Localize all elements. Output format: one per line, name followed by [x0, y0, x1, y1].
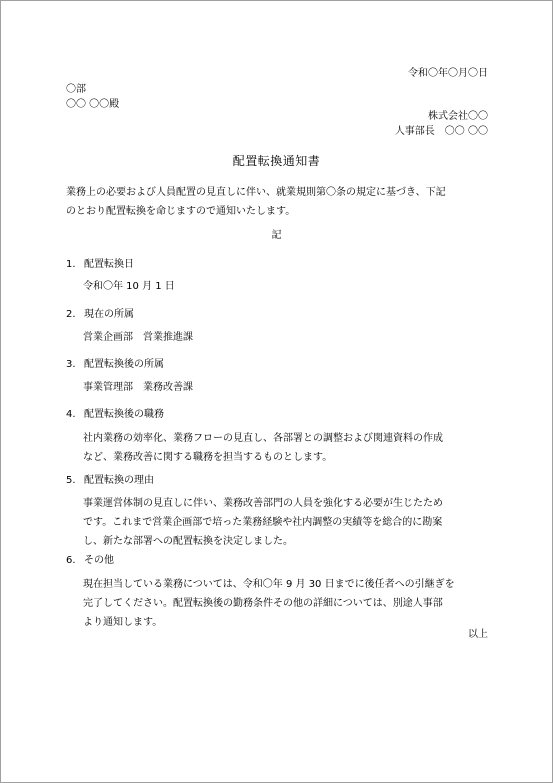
section-number: 2. [66, 309, 76, 320]
section-line: 事業管理部 業務改善課 [83, 382, 193, 393]
section-body [83, 378, 493, 397]
section-line: です。これまで営業企画部で培った業務経験や社内調整の実績等を総合的に勘案 [83, 517, 443, 528]
section-number: 3. [66, 359, 76, 370]
intro-line: のとおり配置転換を命じますので通知いたします。 [66, 206, 296, 217]
section-line: 事業運営体制の見直しに伴い、業務改善部門の人員を強化する必要が生じたため [83, 498, 443, 509]
section-line: 社内業務の効率化、業務フローの見直し、各部署との調整および関連資料の作成 [83, 433, 443, 444]
section-heading [66, 258, 134, 272]
ki-marker: 記 [271, 230, 282, 241]
section-number: 5. [66, 475, 76, 486]
section-title: 配置転換の理由 [84, 475, 154, 486]
section-title: 現在の所属 [84, 309, 134, 320]
section-body [83, 575, 493, 632]
section-number: 6. [66, 555, 76, 566]
section-line: 営業企画部 営業推進課 [83, 332, 193, 343]
section-heading [66, 474, 154, 488]
closing-ijou: 以上 [468, 629, 488, 640]
section-title: 配置転換後の所属 [84, 359, 164, 370]
section-heading [66, 554, 114, 568]
intro-line: 業務上の必要および人員配置の見直しに伴い、就業規則第〇条の規定に基づき、下記 [66, 187, 446, 198]
section-line: し、新たな部署への配置転換を決定しました。 [83, 536, 293, 547]
intro-paragraph [66, 183, 496, 221]
section-line: 現在担当している業務については、令和〇年 9 月 30 日までに後任者への引継ぎを [83, 579, 455, 590]
section-line: より通知します。 [83, 617, 163, 628]
section-body [83, 328, 493, 347]
document-title: 配置転換通知書 [232, 154, 321, 168]
section-line: 完了してください。配置転換後の勤務条件その他の詳細については、別途人事部 [83, 598, 443, 609]
section-heading [66, 408, 164, 422]
document-date: 令和〇年〇月〇日 [408, 68, 488, 79]
section-title: その他 [84, 555, 114, 566]
section-line: 令和〇年 10 月 1 日 [83, 281, 175, 292]
section-number: 1. [66, 259, 76, 270]
recipient-department: 〇部 [66, 84, 86, 95]
section-body [83, 277, 493, 296]
section-heading [66, 358, 164, 372]
section-number: 4. [66, 409, 76, 420]
section-title: 配置転換日 [84, 259, 134, 270]
sender-company: 株式会社〇〇 [428, 111, 488, 122]
section-line: など、業務改善に関する職務を担当するものとします。 [83, 452, 333, 463]
recipient-name: 〇〇 〇〇殿 [66, 99, 120, 110]
section-title: 配置転換後の職務 [84, 409, 164, 420]
section-body [83, 429, 493, 467]
section-body [83, 494, 493, 551]
sender-name: 人事部長 〇〇 〇〇 [394, 126, 488, 137]
section-heading [66, 308, 134, 322]
